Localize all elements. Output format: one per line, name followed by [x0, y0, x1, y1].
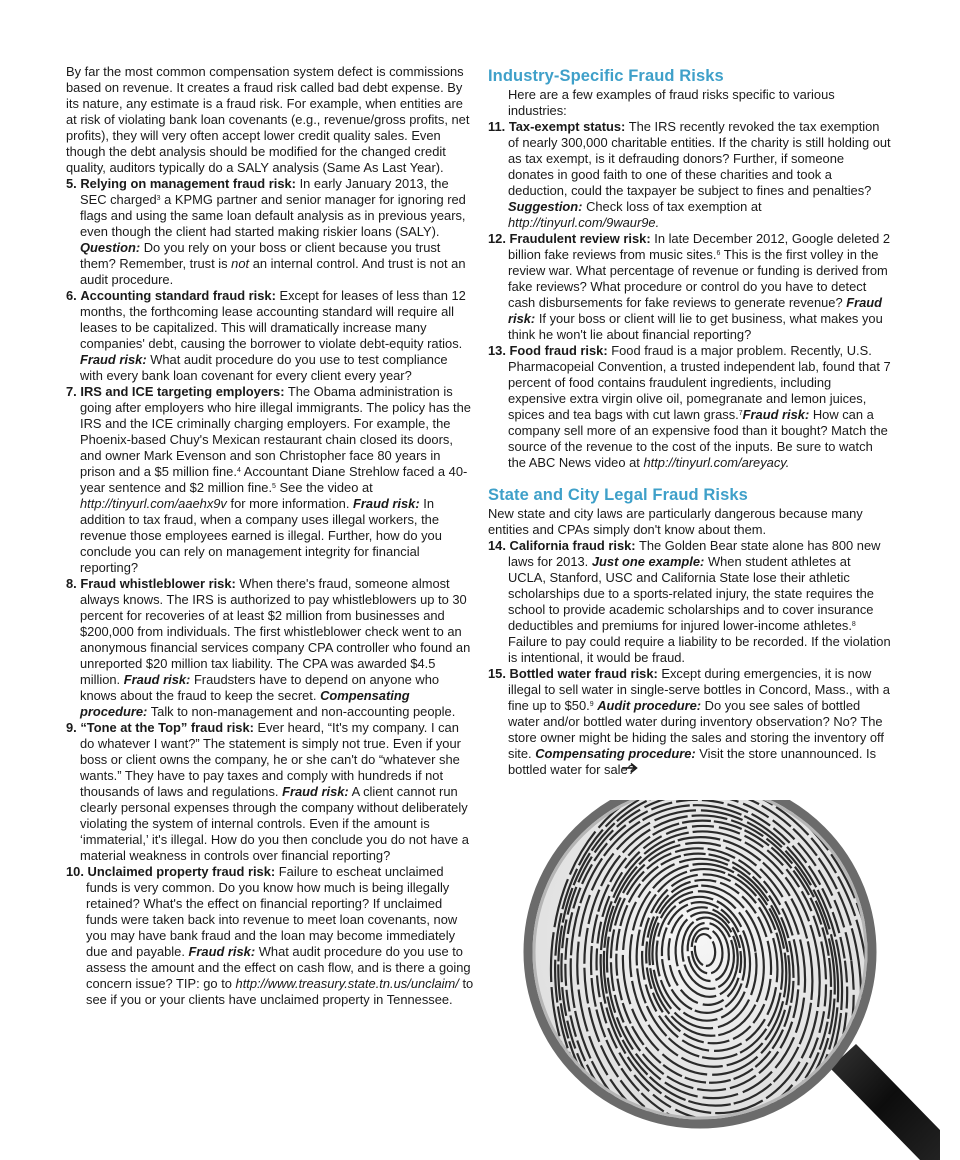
tax-exemption-link[interactable]: http://tinyurl.com/9waur9e.: [508, 215, 660, 230]
list-item-15: 15. Bottled water fraud risk: Except during emergencies, it is now illegal to sell water in single-serve bottles in Concord, Mass., with a fine up to $50.$^9$ Audit procedure: Do you see sales of bottled water and/or bottled water during inventory observation? No? The store owner might be hiding the sales and storing the inventory off site. Compensating procedure: Visit the store unannounced. Is bottled water for sale?: [488, 666, 890, 777]
list-item-8: 8. Fraud whistleblower risk: When there's fraud, someone almost always knows. The IRS is authorized to pay whistleblowers up to 30 percent for recoveries of at least $2 million from businesses and $200,000 from individuals. The first whistleblower check went to an anonymous financial services company CPA controller who found an unreported $20 million tax liability. The CPA was awarded $4.5 million. Fraud risk: Fraudsters have to depend on anyone who knows about the fraud to keep the secret. Compensating procedure: Talk to non-management and non-accounting people.: [66, 576, 471, 719]
list-item-9: 9. “Tone at the Top” fraud risk: Ever heard, “It's my company. I can do whatever I want?” The statement is simply not true. Even if your boss or client owns the company, he or she can't do “whatever she wants.” They have to pay taxes and comply with hundreds if not thousands of laws and regulations. Fraud risk: A client cannot run clearly personal expenses through the company without deliberately violating the system of internal controls. Even if the amount is ‘immaterial,’ it's illegal. How do you then conclude you do not have a material weakness in controls over financial reporting?: [66, 720, 469, 863]
list-item-7: 7. IRS and ICE targeting employers: The Obama administration is going after employers who hire illegal immigrants. The policy has the IRS and the ICE criminally charging employers. For example, the Phoenix-based Chuy's Mexican restaurant chain closed its doors, and owner Mark Evenson and son Christopher face 80 years in prison and a $5 million fine.$^4$ Accountant Diane Strehlow faced a 40-year sentence and $2 million fine.$^5$ See the video at http://tinyurl.com/aaehx9v for more information. Fraud risk: In addition to tax fraud, when a company uses illegal workers, the revenue those employees earned is illegal. Further, how do you conclude you can rely on management integrity for financial reporting?: [66, 384, 471, 575]
video-link[interactable]: http://tinyurl.com/aaehx9v: [80, 496, 227, 511]
industry-intro: Here are a few examples of fraud risks specific to various industries:: [508, 87, 835, 118]
state-intro: New state and city laws are particularly dangerous because many entities and CPAs simply don't know about them.: [488, 506, 863, 537]
treasury-link[interactable]: http://www.treasury.state.tn.us/unclaim/: [235, 976, 459, 991]
list-item-14: 14. California fraud risk: The Golden Bear state alone has 800 new laws for 2013. Just one example: When student athletes at UCLA, Stanford, USC and California State lose their athletic scholarships due to a sports-related injury, the state requires the school to provide academic scholarships and to cover insurance deductibles and premiums for injured lower-income athletes.$^8$ Failure to pay could require a liability to be recorded. If the violation is intentional, it would be fraud.: [488, 538, 891, 665]
intro-paragraph: By far the most common compensation system defect is commissions based on revenue. It creates a fraud risk called bad debt expense. By its nature, any estimate is a fraud risk. For example, when entities are at risk of violating bank loan covenants (e.g., revenue/gross profits, net profits), they will very often accept lower credit quality sales. Even though the debt analysis should be modified for the changed credit quality, auditors typically do a SALY analysis (Same As Last Year).: [66, 64, 470, 175]
list-item-5: 5. Relying on management fraud risk: In early January 2013, the SEC charged$^3$ a KPMG partner and senior manager for ignoring red flags and using the same loan default analysis as in previous years, even though the client had started making riskier loans (SALY). Question: Do you rely on your boss or client because you trust them? Remember, trust is not an internal control. And trust is not an audit procedure.: [66, 176, 466, 287]
heading-state-city: State and City Legal Fraud Risks: [488, 486, 748, 504]
left-column: [66, 64, 474, 1008]
abc-news-link[interactable]: http://tinyurl.com/areyacy.: [643, 455, 790, 470]
list-item-13: 13. Food fraud risk: Food fraud is a major problem. Recently, U.S. Pharmacopeial Convention, a trusted independent lab, found that 7 percent of food contains fraudulent ingredients, including expensive extra virgin olive oil, pomegranate and lemon juices, spices and tea bags with cut lawn grass.$^7$Fraud risk: How can a company sell more of an expensive food than it bought? Match the source of the revenue to the cost of the inputs. Be sure to watch the ABC News video at http://tinyurl.com/areyacy.: [488, 343, 891, 470]
list-item-10: 10. Unclaimed property fraud risk: Failure to escheat unclaimed funds is very common. Do you know how much is being illegally retained? What's the effect on financial reporting? If unclaimed funds were taken back into revenue to meet loan covenants, now you may have bank fraud and the loan may become immediately due and payable. Fraud risk: What audit procedure do you use to assess the amount and the effect on cash flow, and is there a going concern issue? TIP: go to http://www.treasury.state.tn.us/unclaim/ to see if you or your clients have unclaimed property in Tennessee.: [66, 864, 474, 1007]
right-column: [488, 66, 892, 778]
heading-industry-specific: Industry-Specific Fraud Risks: [488, 67, 724, 85]
magnifier-fingerprint-icon: [500, 800, 940, 1160]
list-item-12: 12. Fraudulent review risk: In late December 2012, Google deleted 2 billion fake reviews from music sites.$^6$ This is the first volley in the review war. What percentage of revenue or funding is derived from fake reviews? What procedure or control do you have to detect cash disbursements for fake reviews to generate revenue? Fraud risk: If your boss or client will lie to get business, what makes you think he won't lie about financial reporting?: [488, 231, 891, 342]
list-item-6: 6. Accounting standard fraud risk: Except for leases of less than 12 months, the forthcoming lease accounting standard will require all leases to be capitalized. This will dramatically increase many companies' debt, causing the borrower to violate debt-equity ratios. Fraud risk: What audit procedure do you use to test compliance with every bank loan covenant for every client every year?: [66, 288, 466, 383]
magnifier-handle: [830, 1044, 940, 1160]
list-item-11: 11. Tax-exempt status: The IRS recently revoked the tax exemption of nearly 300,000 charitable entities. If the charity is still holding out as tax exempt, is it defrauding donors? Further, if someone donates in good faith to one of these charities and took a deduction, could the taxpayer be subject to fines and penalties? Suggestion: Check loss of tax exemption at http://tinyurl.com/9waur9e.: [488, 119, 891, 230]
